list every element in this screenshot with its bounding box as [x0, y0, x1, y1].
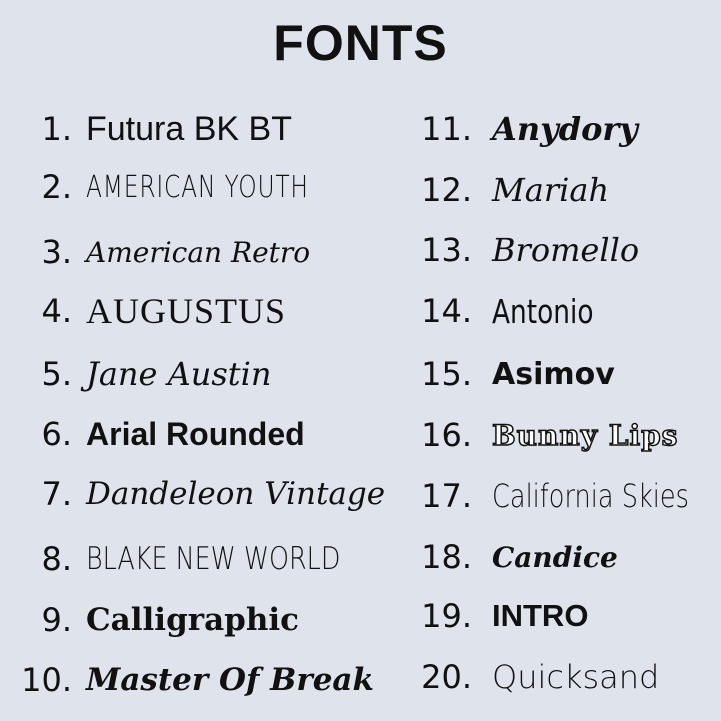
item-number: 9. [41, 601, 72, 639]
item-number: 3. [41, 233, 72, 271]
item-number: 10. [21, 661, 72, 699]
font-name: Bromello [492, 231, 640, 269]
item-number: 13. [421, 231, 472, 269]
font-item-20 [412, 648, 659, 706]
font-name: Candice [492, 540, 618, 574]
font-name: Dandeleon Vintage [86, 476, 386, 512]
font-name: BLAKE NEW WORLD [86, 541, 341, 577]
font-item-3 [0, 223, 310, 281]
font-name: Futura BK BT [86, 109, 292, 148]
item-number: 4. [41, 292, 72, 330]
font-name: Anydory [492, 110, 638, 148]
font-name: Master Of Break [86, 662, 374, 698]
item-number: 5. [41, 355, 72, 393]
font-item-14 [412, 282, 619, 340]
item-number: 20. [421, 658, 472, 696]
font-name: Jane Austin [86, 355, 272, 393]
font-item-16 [412, 406, 678, 464]
page-title: FONTS [273, 15, 448, 71]
item-number: 6. [41, 415, 72, 453]
item-number: 16. [421, 416, 472, 454]
font-item-5 [0, 345, 271, 403]
font-item-4 [0, 282, 286, 340]
font-item-12 [412, 161, 609, 219]
font-name: Quicksand [492, 658, 660, 696]
font-name: AUGUSTUS [86, 291, 287, 331]
font-name: Calligraphic [86, 602, 300, 638]
font-item-17 [412, 467, 721, 525]
font-name: Mariah [492, 171, 610, 209]
font-item-11 [412, 100, 638, 158]
font-name: AMERICAN YOUTH [86, 169, 309, 205]
font-item-9 [0, 591, 299, 649]
item-number: 12. [421, 171, 472, 209]
font-item-10 [0, 651, 374, 709]
font-item-13 [412, 221, 639, 279]
font-item-1 [0, 100, 292, 158]
item-number: 19. [421, 597, 472, 635]
font-item-15 [412, 345, 615, 403]
font-name: Asimov [492, 356, 615, 392]
item-number: 11. [421, 110, 472, 148]
item-number: 14. [421, 292, 472, 330]
item-number: 7. [41, 475, 72, 513]
font-name: Antonio [492, 291, 594, 331]
item-number: 1. [41, 110, 72, 148]
item-number: 2. [41, 168, 72, 206]
font-item-7 [0, 465, 385, 523]
item-number: 8. [41, 540, 72, 578]
font-name: INTRO [492, 598, 589, 633]
font-item-19 [412, 587, 588, 645]
font-item-18 [412, 528, 618, 586]
item-number: 15. [421, 355, 472, 393]
font-item-8 [0, 530, 396, 588]
item-number: 18. [421, 538, 472, 576]
font-name: American Retro [86, 235, 311, 269]
font-name: California Skies [492, 477, 689, 515]
font-name: Arial Rounded [86, 415, 305, 452]
font-item-6 [0, 405, 305, 463]
font-name: Bunny Lips [492, 418, 679, 452]
item-number: 17. [421, 477, 472, 515]
font-item-2 [0, 158, 372, 216]
